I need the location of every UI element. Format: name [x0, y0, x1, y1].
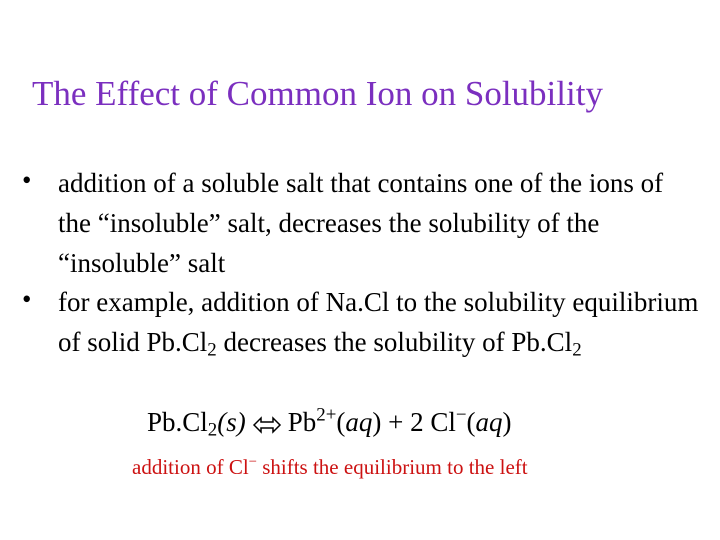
- subscript: 2: [572, 339, 582, 361]
- bullet-item-2: [22, 282, 702, 362]
- note-text-a: addition of Cl: [132, 455, 249, 479]
- bullet-text-2-part-a: for example, addition of Na.Cl to the solubility equilibrium of solid Pb.Cl: [58, 287, 699, 357]
- equilibrium-equation: [147, 402, 512, 445]
- equilibrium-arrow-icon: [252, 405, 282, 445]
- note-charge: −: [248, 453, 257, 470]
- slide-title: The Effect of Common Ion on Solubility: [32, 74, 603, 113]
- bullet-item-1: [22, 163, 702, 283]
- paren: (: [466, 407, 476, 437]
- paren: ): [502, 407, 512, 437]
- equilibrium-note: [132, 455, 528, 480]
- bullet-dot-icon: •: [22, 165, 32, 195]
- bullet-text-2-part-b: decreases the solubility of Pb.Cl: [216, 327, 573, 357]
- anion-charge: −: [455, 404, 467, 426]
- paren: (: [336, 407, 346, 437]
- reactant-state: (s): [217, 407, 246, 437]
- product-text: ) + 2 Cl: [372, 407, 456, 437]
- anion-state: aq: [475, 407, 503, 437]
- subscript: 2: [207, 339, 217, 361]
- bullet-text-1: addition of a soluble salt that contains one of the ions of the “insoluble” salt, decreases the solubility of the “insoluble” salt: [58, 168, 664, 278]
- cation-formula: Pb: [287, 407, 317, 437]
- cation-charge: 2+: [316, 404, 337, 426]
- subscript: 2: [207, 419, 218, 441]
- bullet-text-2: [58, 282, 702, 362]
- reactant-formula: Pb.Cl: [147, 407, 208, 437]
- cation-state: aq: [345, 407, 373, 437]
- bullet-dot-icon: •: [22, 284, 32, 314]
- note-text-b: shifts the equilibrium to the left: [256, 455, 528, 479]
